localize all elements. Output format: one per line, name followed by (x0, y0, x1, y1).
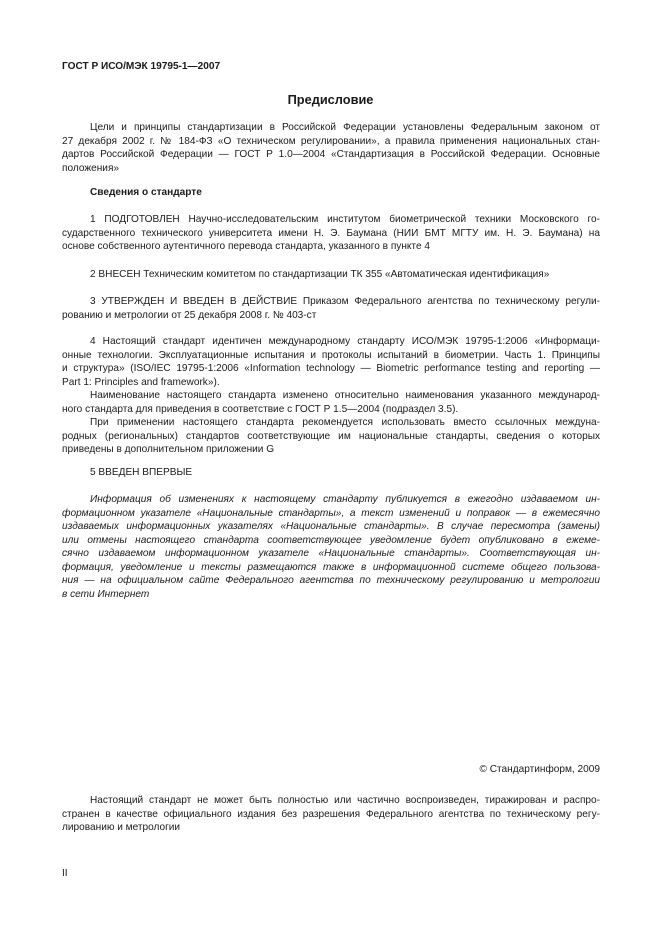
reproduction-notice (62, 794, 600, 835)
page-title: Предисловие (287, 92, 374, 107)
text-line: 27 декабря 2002 г. № 184-ФЗ «О техническом регулировании», а правила применения национальных стан- (62, 135, 600, 147)
text-line: 1 ПОДГОТОВЛЕН Научно-исследовательским институтом биометрической техники Московского го- (90, 214, 600, 225)
text-line: сударственного технического университета имени Н. Э. Баумана (НИИ БМТ МГТУ им. Н. Э. Баумана) на (62, 227, 600, 239)
text-line: онные технологии. Эксплуатационные испытания и протоколы испытаний в биометрии. Часть 1. Принципы (62, 349, 600, 361)
text-line: и структура» (ISO/IEC 19795-1:2006 «Information technology — Biometric performance testing and reporting — (62, 363, 600, 374)
text-line: лированию и метрологии (62, 822, 181, 833)
paragraph-prepared-by (62, 213, 600, 254)
text-line: Информация об изменениях к настоящему стандарту публикуется в ежегодно издаваемом ин- (90, 494, 600, 505)
text-line: 4 Настоящий стандарт идентичен международному стандарту ИСО/МЭК 19795-1:2006 «Информаци- (90, 336, 600, 347)
text-line: положения» (62, 162, 120, 174)
text-line: 5 ВВЕДЕН ВПЕРВЫЕ (90, 467, 193, 478)
intro-paragraph (62, 121, 600, 175)
text-line: рованию и метрологии от 25 декабря 2008 г. № 403-ст (62, 309, 317, 321)
paragraph-first-introduced (62, 466, 600, 480)
text-line: родных (региональных) стандартов соответствующие им национальные стандарты, сведения о которых (62, 430, 600, 442)
text-line: ного стандарта для приведения в соответствие с ГОСТ Р 1.5—2004 (подраздел 3.5). (62, 403, 459, 415)
text-line: сячно издаваемом информационном указателе «Национальные стандарты». Соответствующая ин- (62, 548, 600, 559)
paragraph-identical-standard (62, 335, 600, 457)
text-line: приведены в дополнительном приложении G (62, 444, 275, 455)
text-line: или отмены настоящего стандарта соответствующее уведомление будет опубликовано в ежеме- (62, 534, 600, 546)
copyright: © Стандартинформ, 2009 (479, 764, 600, 775)
text-line: 2 ВНЕСЕН Техническим комитетом по стандартизации ТК 355 «Автоматическая идентификация» (90, 269, 550, 280)
text-line: основе собственного аутентичного перевода стандарта, указанного в пункте 4 (62, 241, 430, 252)
text-line: в сети Интернет (62, 588, 150, 600)
text-line: издаваемых информационных указателях «Национальные стандарты». В случае пересмотра (замены) (62, 521, 600, 532)
text-line: странен в качестве официального издания без разрешения Федерального агентства по техническому регу- (62, 808, 600, 820)
text-line: формация, уведомление и тексты размещаются также в информационной системе общего пользова- (62, 561, 600, 573)
notice-paragraph (62, 493, 600, 601)
paragraph-approved (62, 295, 600, 322)
text-line: При применении настоящего стандарта рекомендуется использовать вместо ссылочных междуна- (90, 417, 600, 428)
page-number: II (62, 868, 68, 879)
text-line: Наименование настоящего стандарта изменено относительно наименования указанного международ- (90, 390, 600, 401)
text-line: Настоящий стандарт не может быть полностью или частично воспроизведен, тиражирован и распро- (90, 795, 600, 806)
document-code: ГОСТ Р ИСО/МЭК 19795-1—2007 (62, 61, 221, 72)
paragraph-submitted-by (62, 268, 600, 282)
text-line: 3 УТВЕРЖДЕН И ВВЕДЕН В ДЕЙСТВИЕ Приказом Федерального агентства по техническому регули- (90, 296, 600, 307)
section-heading: Сведения о стандарте (90, 187, 202, 198)
text-line: Цели и принципы стандартизации в Российской Федерации установлены Федеральным законом от (90, 122, 600, 133)
text-line: формационном указателе «Национальные стандарты», а текст изменений и поправок — в ежемесячно (62, 507, 600, 519)
text-line: дартов Российской Федерации — ГОСТ Р 1.0—2004 «Стандартизация в Российской Федерации. Основные (62, 149, 600, 160)
text-line: ния — на официальном сайте Федерального агентства по техническому регулированию и метрологии (62, 575, 600, 586)
text-line: Part 1: Principles and framework»). (62, 376, 220, 388)
